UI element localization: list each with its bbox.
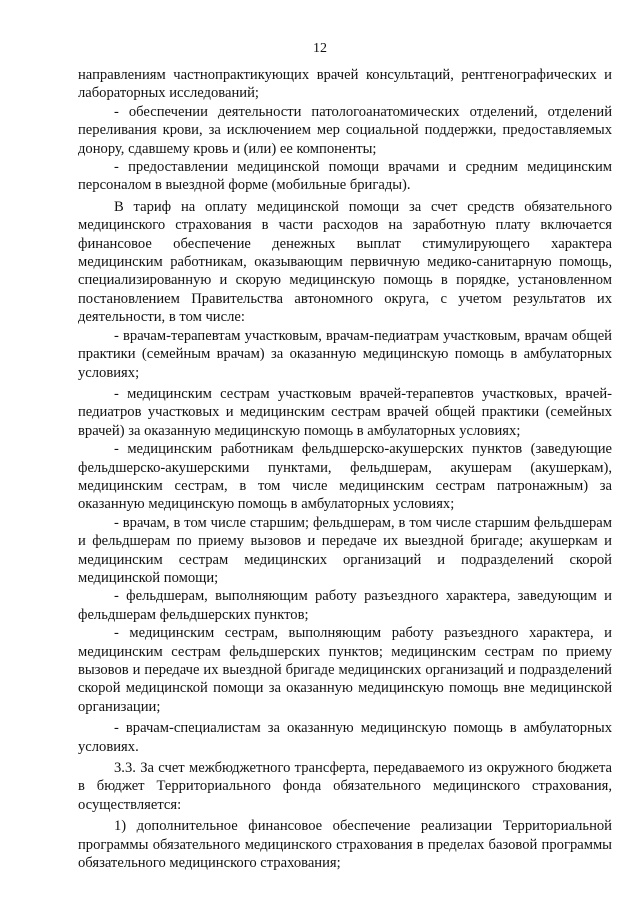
list-item-specialists: - врачам-специалистам за оказанную медицинскую помощь в амбулаторных условиях.: [78, 720, 612, 755]
list-item-mobile-teams: - предоставлении медицинской помощи врачами и средним медицинским персоналом в выездной форме (мобильные бригады).: [78, 159, 612, 194]
list-item-pathology: - обеспечении деятельности патологоанатомических отделений, отделений переливания крови, за исключением мер социальной поддержки, предоставляемых донору, сдавшему кровь и (или) ее компоненты;: [78, 103, 612, 157]
paragraph-tariff: В тариф на оплату медицинской помощи за счет средств обязательного медицинского страхования в части расходов на заработную плату включается финансовое обеспечение денежных выплат стимулирующего характера медицинским работникам, оказывающим первичную медико-санитарную помощь, специализированную и скорую медицинскую помощь в порядке, установленном постановлением Правительства автономного округа, с учетом результатов их деятельности, в том числе:: [78, 198, 612, 326]
page-number: 12: [313, 41, 327, 56]
subitem-1: 1) дополнительное финансовое обеспечение реализации Территориальной программы обязательного медицинского страхования в пределах базовой программы обязательного медицинского страхования;: [78, 818, 612, 872]
list-item-district-nurses: - медицинским сестрам участковым врачей-терапевтов участковых, врачей-педиатров участковых и медицинским сестрам врачей общей практики (семейных врачей) за оказанную медицинскую помощь в амбулаторных условиях;: [78, 385, 612, 439]
list-item-fap-workers: - медицинским работникам фельдшерско-акушерских пунктов (заведующие фельдшерско-акушерскими пунктами, фельдшерам, акушерам (акушеркам), медицинским сестрам, в том числе медицинским сестрам патронажным) за оказанную медицинскую помощь в амбулаторных условиях;: [78, 441, 612, 513]
list-item-district-doctors: - врачам-терапевтам участковым, врачам-педиатрам участковым, врачам общей практики (семейным врачам) за оказанную медицинскую помощь в амбулаторных условиях;: [78, 327, 612, 381]
document-body: [78, 66, 612, 872]
paragraph-continuation: направлениям частнопрактикующих врачей консультаций, рентгенографических и лабораторных исследований;: [78, 67, 612, 102]
list-item-emergency-staff: - врачам, в том числе старшим; фельдшерам, в том числе старшим фельдшерам и фельдшерам по приему вызовов и передаче их выездной бригаде; акушеркам и медицинским сестрам медицинских организаций и подразделений скорой медицинской помощи;: [78, 514, 612, 586]
list-item-travelling-nurses: - медицинским сестрам, выполняющим работу разъездного характера, и медицинским сестрам фельдшерских пунктов; медицинским сестрам по приему вызовов и передаче их выездной бригаде медицинских организаций и подразделений скорой медицинской помощи за оказанную медицинскую помощь вне медицинской организации;: [78, 625, 612, 715]
list-item-travelling-paramedics: - фельдшерам, выполняющим работу разъездного характера, заведующим и фельдшерам фельдшерских пунктов;: [78, 588, 612, 623]
section-3-3: 3.3. За счет межбюджетного трансферта, передаваемого из окружного бюджета в бюджет Территориального фонда обязательного медицинского страхования, осуществляется:: [78, 760, 612, 813]
